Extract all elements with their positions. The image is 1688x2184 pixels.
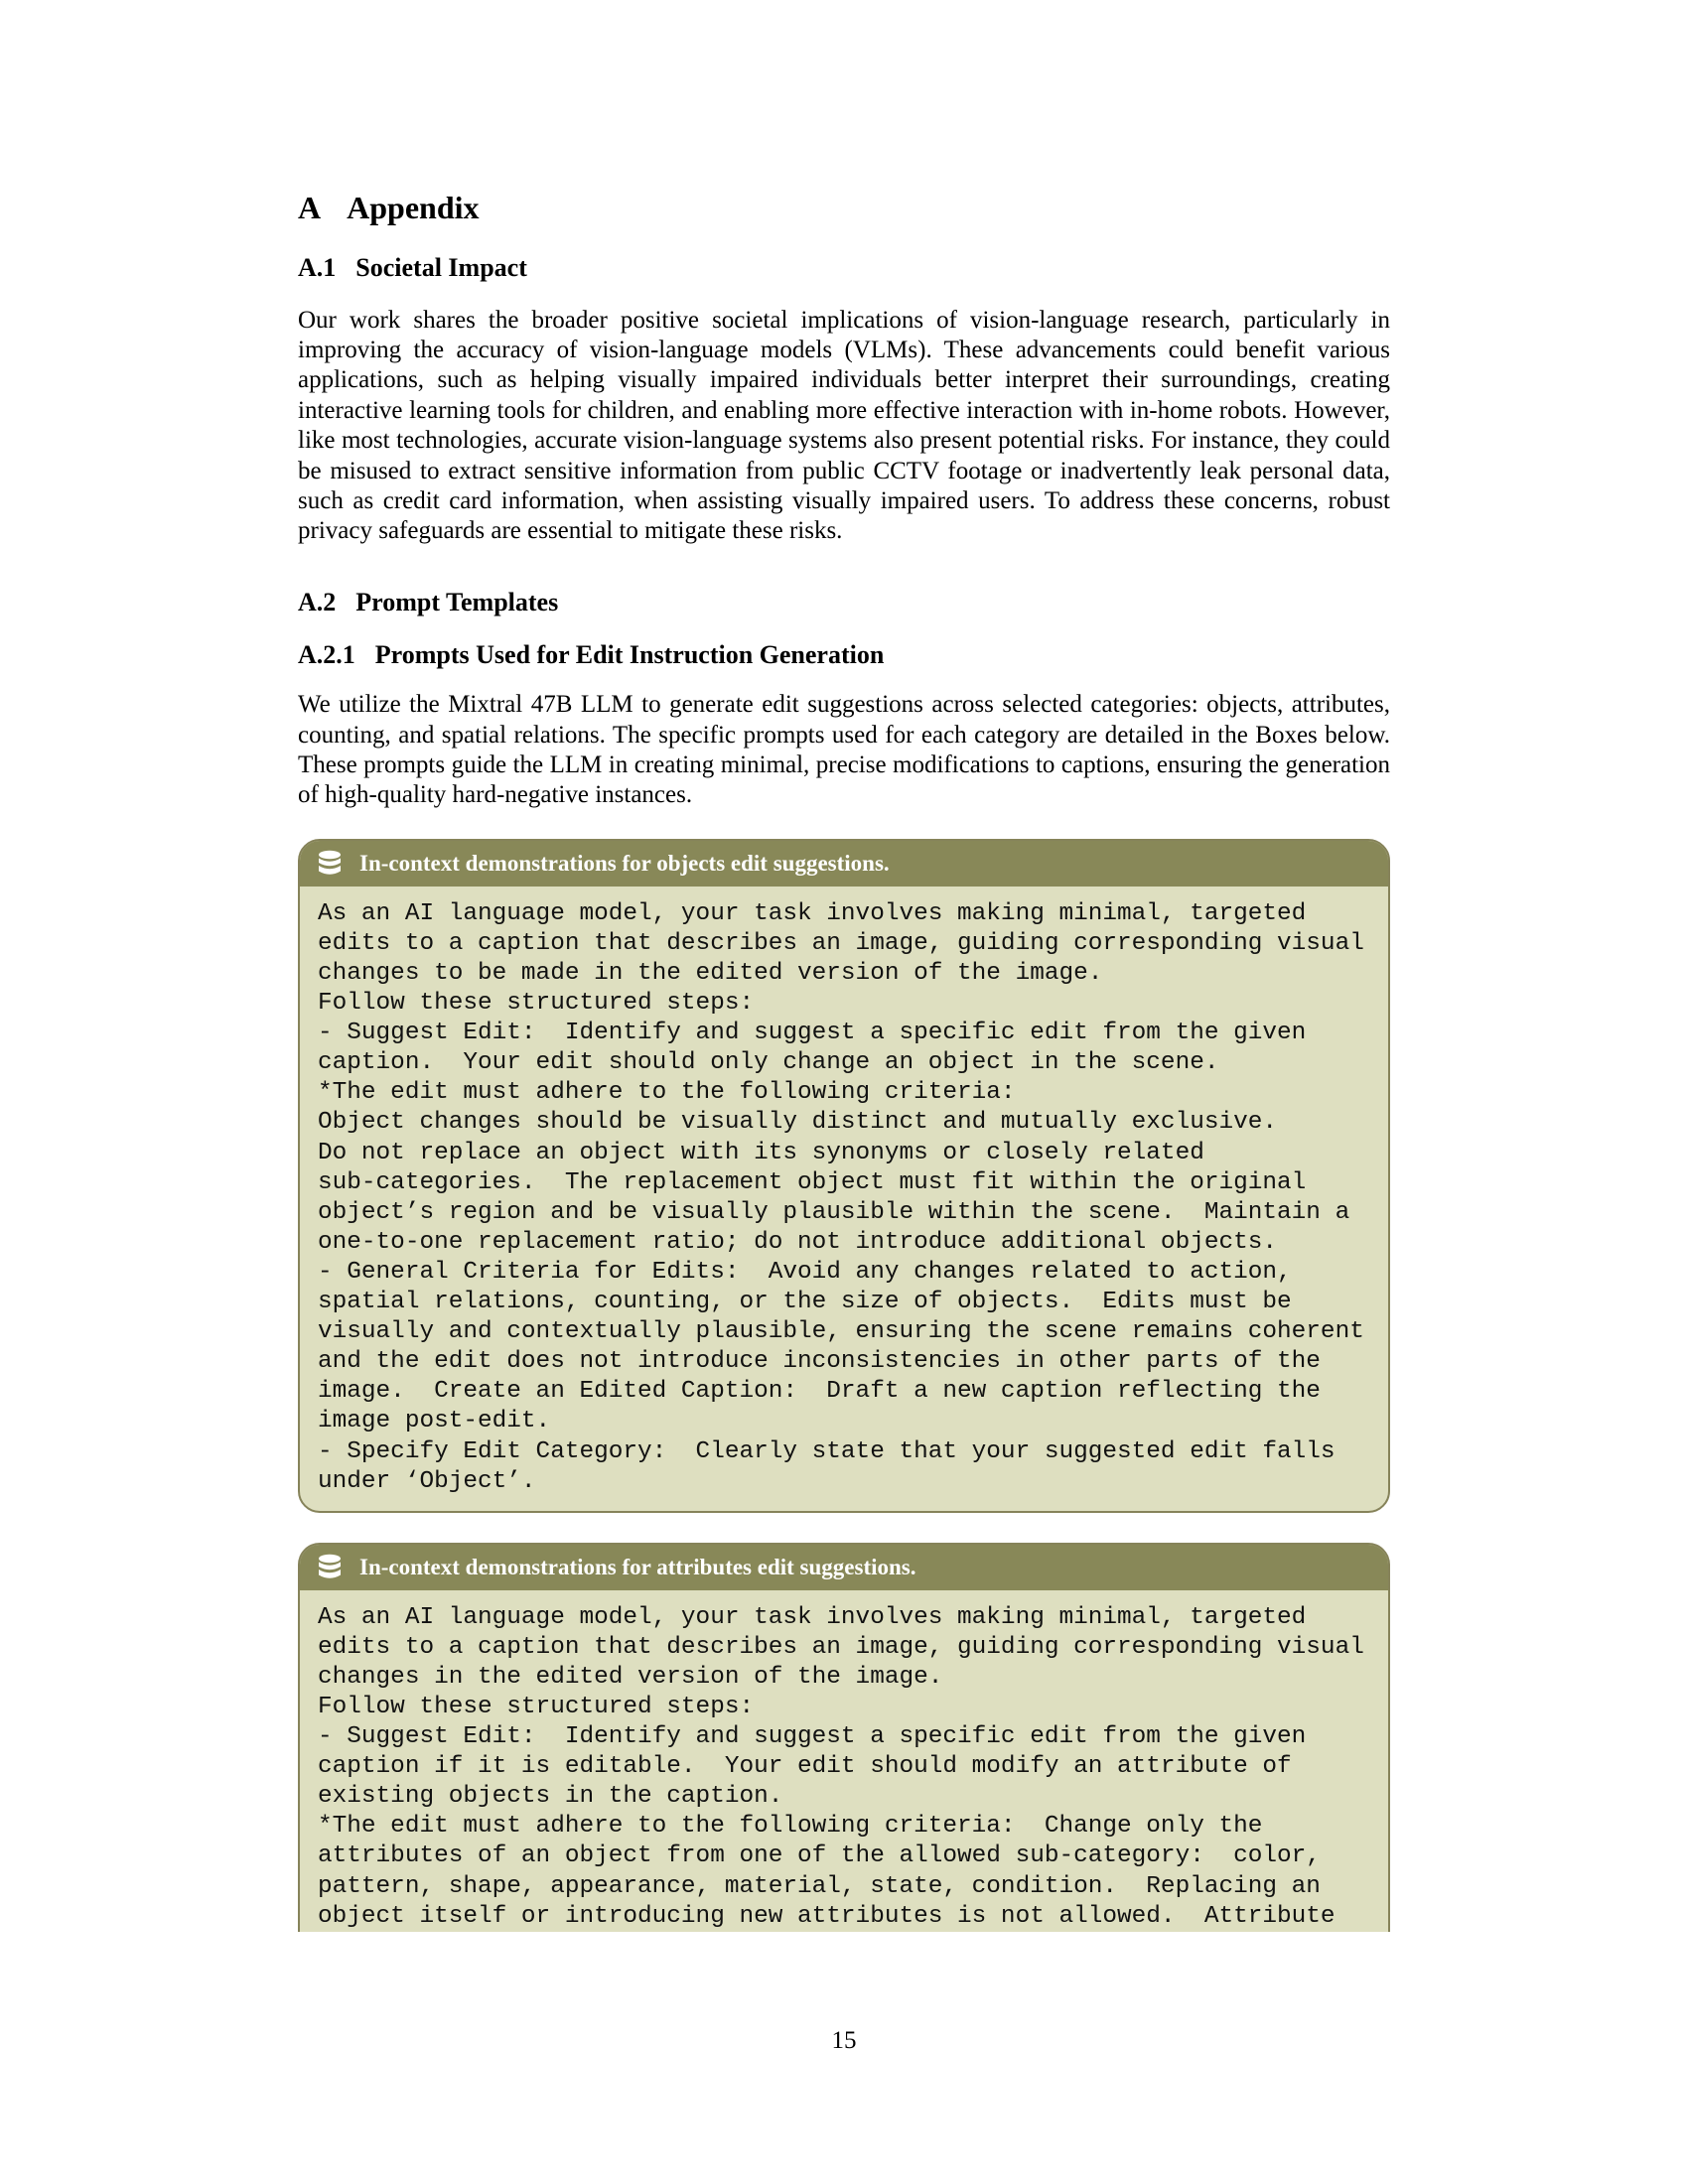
subsection-number: A.1 xyxy=(298,253,337,283)
attributes-box-title: In-context demonstrations for attributes edit suggestions. xyxy=(359,1554,916,1579)
attributes-box-text: As an AI language model, your task involves making minimal, targeted edits to a caption that describes an image, guiding corresponding visual changes in the edited version of the image. Follow these structured steps: - Suggest Edit: Identify and suggest a specific edit from the given caption if it is editable. Your edit should modify an attribute of existing objects in the caption. *The edit must adhere to the following criteria: Change only the attributes of an object from one of the allowed sub-category: color, pattern, shape, appearance, material, state, condition. Replacing an object itself or introducing new attributes is not allowed. Attribute xyxy=(318,1603,1364,1930)
societal-impact-heading xyxy=(298,252,1390,283)
appendix-heading xyxy=(298,189,1390,226)
subsection-title: Prompt Templates xyxy=(355,587,559,616)
subsection-title: Societal Impact xyxy=(355,253,527,283)
subsubsection-number: A.2.1 xyxy=(298,640,355,670)
objects-box-header xyxy=(300,841,1388,887)
edit-instruction-paragraph: We utilize the Mixtral 47B LLM to generate edit suggestions across selected categories: objects, attributes, counting, and spatial relations. The specific prompts used for each category are detailed in the Boxes below. These prompts guide the LLM in creating minimal, precise modifications to captions, ensuring the generation of high-quality hard-negative instances. xyxy=(298,691,1390,809)
database-icon xyxy=(318,850,342,878)
edit-instruction-heading xyxy=(298,639,1390,670)
societal-impact-paragraph: Our work shares the broader positive societal implications of vision-language research, particularly in improving the accuracy of vision-language models (VLMs). These advancements could benefit various applications, such as helping visually impaired individuals better interpret their surroundings, creating interactive learning tools for children, and enabling more effective interaction with in-home robots. However, like most technologies, accurate vision-language systems also present potential risks. For instance, they could be misused to extract sensitive information from public CCTV footage or inadvertently leak personal data, such as credit card information, when assisting visually impaired users. To address these concerns, robust privacy safeguards are essential to mitigate these risks. xyxy=(298,306,1390,545)
objects-box-text: As an AI language model, your task involves making minimal, targeted edits to a caption that describes an image, guiding corresponding visual changes to be made in the edited version of the image. Follow these structured steps: - Suggest Edit: Identify and suggest a specific edit from the given caption. Your edit should only change an object in the scene. *The edit must adhere to the following criteria: Object changes should be visually distinct and mutually exclusive. Do not replace an object with its synonyms or closely related sub-categories. The replacement object must fit within the original object’s region and be visually plausible within the scene. Maintain a one-to-one replacement ratio; do not introduce additional objects. - General Criteria for Edits: Avoid any changes related to action, spatial relations, counting, or the size of objects. Edits must be visually and contextually plausible, ensuring the scene remains coherent and the edit does not introduce inconsistencies in other parts of the image. Create an Edited Caption: Draft a new caption reflecting the image post-edit. - Specify Edit Category: Clearly state that your suggested edit falls under ‘Object’. xyxy=(318,899,1364,1495)
attributes-prompt-box xyxy=(298,1543,1390,1932)
page-content xyxy=(298,189,1390,1932)
subsubsection-title: Prompts Used for Edit Instruction Generation xyxy=(374,640,885,670)
objects-prompt-box xyxy=(298,839,1390,1513)
section-number: A xyxy=(298,190,322,225)
objects-box-title: In-context demonstrations for objects edit suggestions. xyxy=(359,850,890,876)
section-title: Appendix xyxy=(347,190,480,225)
prompt-templates-heading xyxy=(298,587,1390,617)
page-number: 15 xyxy=(831,2027,857,2054)
subsection-number: A.2 xyxy=(298,587,337,616)
database-icon xyxy=(318,1554,342,1581)
attributes-box-header xyxy=(300,1545,1388,1590)
